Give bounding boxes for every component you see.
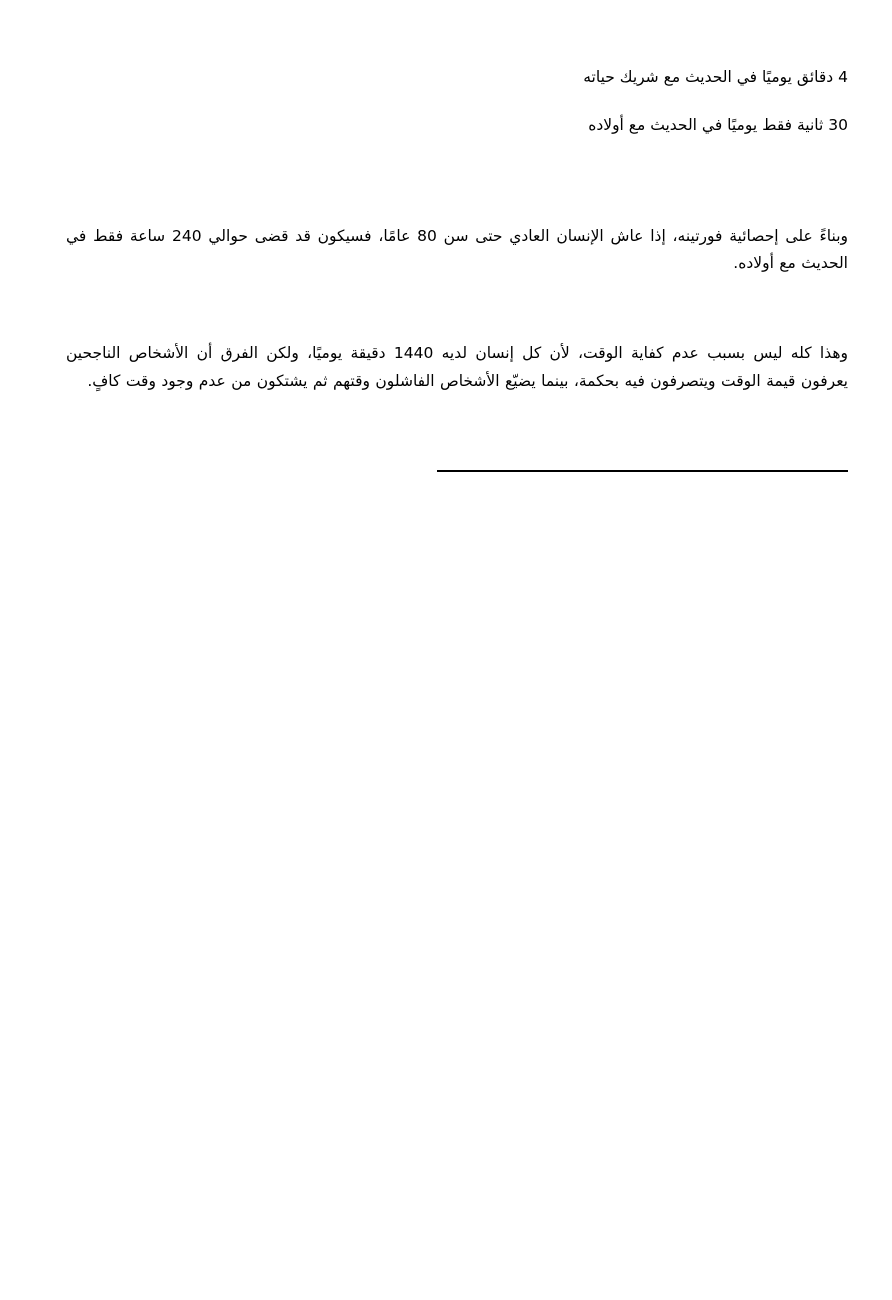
horizontal-rule xyxy=(437,470,848,472)
statement-line-1: 4 دقائق يوميًا في الحديث مع شريك حياته xyxy=(583,68,848,86)
separator-container xyxy=(0,470,892,480)
paragraph-spacer-1 xyxy=(66,159,848,223)
paragraph-time-management: وهذا كله ليس بسبب عدم كفاية الوقت، لأن كل إنسان لديه 1440 دقيقة يوميًا، ولكن الفرق أن الأشخاص الناجحين يعرفون قيمة الوقت ويتصرفون فيه بحكمة، بينما يضيّع الأشخاص الفاشلون وقتهم ثم يشتكون من عدم وجود وقت كافٍ. xyxy=(66,344,848,391)
page-blank-area xyxy=(0,500,892,1300)
statement-line-2: 30 ثانية فقط يوميًا في الحديث مع أولاده xyxy=(588,116,848,135)
paragraph-spacer-2 xyxy=(66,277,848,339)
document-content xyxy=(66,66,848,396)
paragraph-statistics: وبناءً على إحصائية فورتينه، إذا عاش الإنسان العادي حتى سن 80 عامًا، فسيكون قد قضى حوالي 240 ساعة فقط في الحديث مع أولاده. xyxy=(66,226,848,273)
